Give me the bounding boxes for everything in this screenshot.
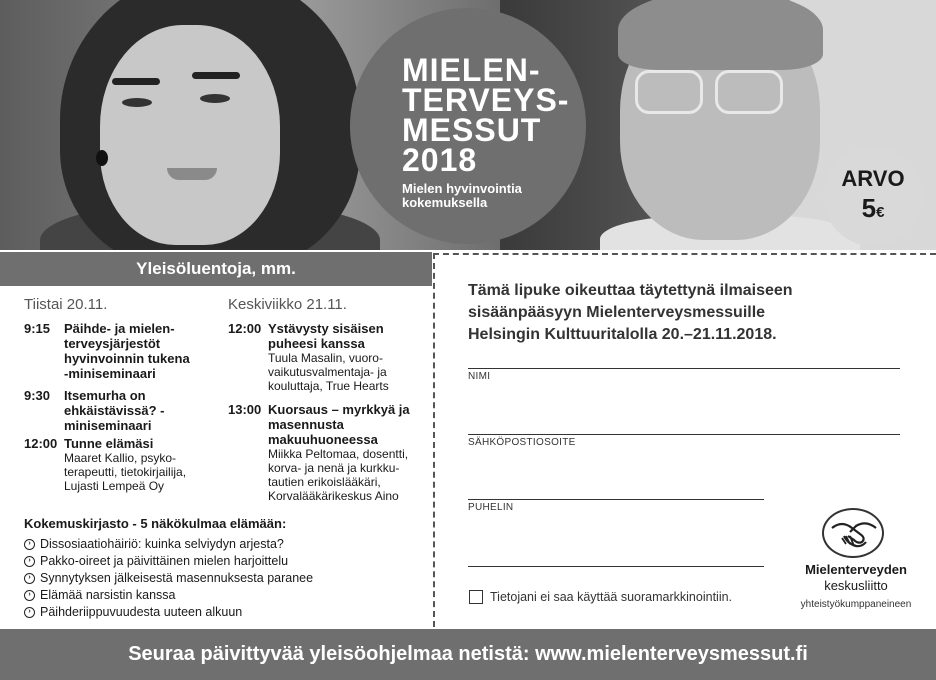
name-field-label: NIMI: [468, 371, 491, 382]
list-item: › Päihderiippuvuudesta uuteen alkuun: [24, 604, 313, 621]
library-heading: Kokemuskirjasto - 5 näkökulmaa elämään:: [24, 516, 287, 531]
day-heading-wednesday: Keskiviikko 21.11.: [228, 296, 347, 313]
organization-name-line2: keskusliitto: [824, 578, 888, 593]
session-speaker: Miikka Peltomaa, dosentti, korva- ja nenä ja kurkku-tautien erikoislääkäri, Korvalääkärikeskus Aino: [268, 447, 409, 503]
session-item: [24, 436, 224, 493]
phone-field[interactable]: [468, 499, 764, 500]
session-title: Tunne elämäsi: [64, 436, 154, 451]
email-field-label: SÄHKÖPOSTIOSOITE: [468, 437, 576, 448]
session-item: [228, 321, 428, 393]
phone-field-line[interactable]: [468, 566, 764, 567]
price-badge: [823, 146, 923, 246]
earring: [96, 150, 108, 166]
coupon-text: Tämä lipuke oikeuttaa täytettynä ilmaiseen sisäänpääsyyn Mielenterveysmessuille Helsingin Kulttuuritalolla 20.–21.11.2018.: [468, 282, 793, 343]
arrow-circle-icon: ›: [24, 607, 35, 618]
arrow-circle-icon: ›: [24, 573, 35, 584]
list-item: › Dissosiaatiohäiriö: kuinka selviydyn arjesta?: [24, 536, 313, 553]
library-list: [24, 536, 313, 621]
session-item: [228, 402, 428, 503]
list-item: › Synnytyksen jälkeisestä masennuksesta paranee: [24, 570, 313, 587]
partner-text: yhteistyökumppaneineen: [800, 599, 912, 610]
session-title: Päihde- ja mielen-terveysjärjestöt hyvinvoinnin tukena -miniseminaari: [64, 321, 190, 381]
session-item: [24, 388, 224, 433]
price-value: 5€: [861, 193, 885, 223]
handshake-logo-icon: [822, 508, 884, 558]
session-time: 12:00: [228, 321, 262, 336]
price-label: ARVO: [841, 166, 905, 191]
session-time: 9:30: [24, 388, 51, 403]
session-speaker: Tuula Masalin, vuoro-vaikutusvalmentaja- ja kouluttaja, True Hearts: [268, 351, 389, 393]
session-item: [24, 321, 224, 381]
event-subtitle: Mielen hyvinvointia kokemuksella: [402, 181, 522, 210]
glasses: [635, 70, 703, 114]
session-time: 9:15: [24, 321, 51, 336]
marketing-opt-out-label: Tietojani ei saa käyttää suoramarkkinointiin.: [490, 590, 733, 604]
day-heading-tuesday: Tiistai 20.11.: [24, 296, 108, 313]
session-title: Ystävysty sisäisen puheesi kanssa: [268, 321, 384, 351]
session-speaker: Maaret Kallio, psyko-terapeutti, tietokirjailija, Lujasti Lempeä Oy: [64, 451, 187, 493]
marketing-opt-out-checkbox[interactable]: [469, 590, 483, 604]
arrow-circle-icon: ›: [24, 590, 35, 601]
phone-field-label: PUHELIN: [468, 502, 514, 513]
session-title: Kuorsaus – myrkkyä ja masennusta makuuhuoneessa: [268, 402, 410, 447]
session-title: Itsemurha on ehkäistävissä? -miniseminaari: [64, 388, 165, 433]
email-field[interactable]: [468, 434, 900, 435]
session-time: 12:00: [24, 436, 58, 451]
session-time: 13:00: [228, 402, 262, 417]
name-field[interactable]: [468, 368, 900, 369]
list-item: › Pakko-oireet ja päivittäinen mielen harjoittelu: [24, 553, 313, 570]
arrow-circle-icon: ›: [24, 539, 35, 550]
program-banner: Yleisöluentoja, mm.: [0, 252, 432, 286]
organization-name: Mielenterveyden: [805, 562, 907, 577]
list-item: › Elämää narsistin kanssa: [24, 587, 313, 604]
event-title: MIELEN- TERVEYS- MESSUT 2018: [402, 52, 570, 178]
arrow-circle-icon: ›: [24, 556, 35, 567]
footer-banner: Seuraa päivittyvää yleisöohjelmaa netistä: www.mielenterveysmessut.fi: [0, 629, 936, 680]
